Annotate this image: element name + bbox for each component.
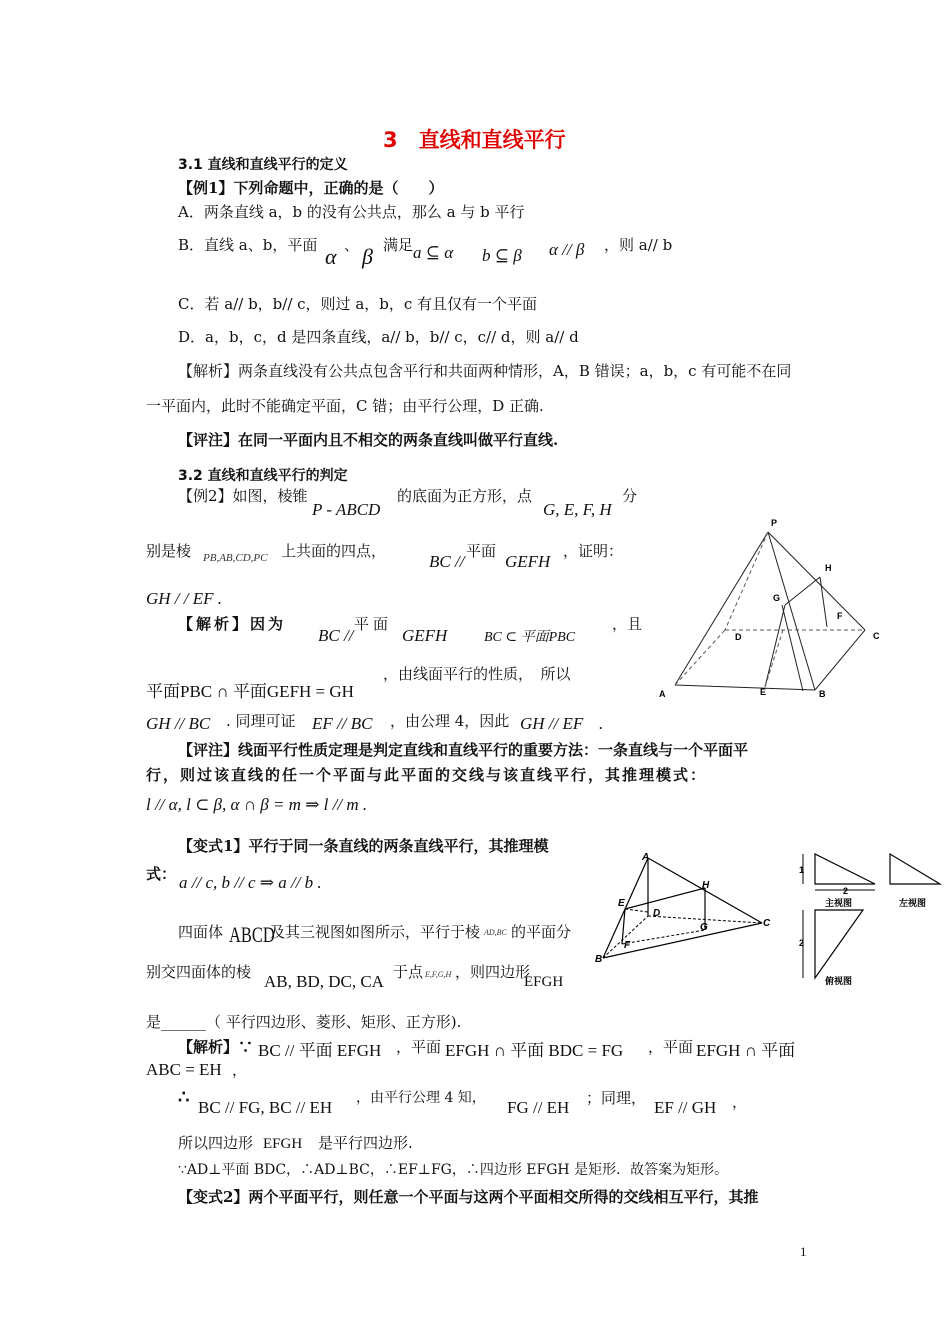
example2-line1c: 分 <box>622 487 638 505</box>
example1-analysis-line2: 一平面内，此时不能确定平面，C 错；由平行公理，D 正确. <box>146 397 544 415</box>
variant1-rectangle-conclusion: ∵AD⊥平面 BDC，∴AD⊥BC，∴EF⊥FG，∴四边形 EFGH 是矩形．故答案为矩形。 <box>178 1162 729 1178</box>
variant1-formula: a // c, b // c ⇒ a // b . <box>179 873 322 892</box>
tetrahedron-name: ABCD <box>229 922 275 947</box>
tetrahedron-figure <box>590 848 780 966</box>
label-G: G <box>773 593 781 603</box>
example2-review-line1: 【评注】线面平行性质定理是判定直线和直线平行的重要方法：一条直线与一个平面平 <box>178 741 749 759</box>
label-H: H <box>825 563 832 573</box>
label-F2: F <box>624 940 631 951</box>
separator: 、 <box>344 236 360 254</box>
label-G2: G <box>700 922 708 933</box>
label-H2: H <box>702 880 710 891</box>
fg-eh: FG // EH <box>507 1098 570 1117</box>
example2-line1a: 【例2】如图，棱锥 <box>178 487 308 505</box>
label-C: C <box>873 631 880 641</box>
ef-parallel-bc: EF // BC <box>312 714 373 733</box>
inference-formula: l // α, l ⊂ β, α ∩ β = m ⇒ l // m . <box>146 795 368 814</box>
bc-in-plane-pbc: BC ⊂ 平面PBC <box>484 630 576 645</box>
edges-ad-bc: AD,BC <box>484 928 507 937</box>
bc-parallel-plane: BC // 平面 EFGH <box>258 1041 382 1060</box>
example2-analysis-line2: ，由线面平行的性质， 所以 <box>383 665 571 683</box>
label-A2: A <box>642 852 650 863</box>
bc-parallel-2: BC // <box>318 626 354 645</box>
label-B: B <box>819 689 826 699</box>
variant2-heading: 【变式2】两个平面平行，则任意一个平面与这两个平面相交所得的交线相互平行，其推 <box>178 1188 759 1206</box>
example1-option-b-prefix: B．直线 a、b，平面 <box>178 236 318 254</box>
variant1-heading-2: 式： <box>146 865 177 883</box>
edges-list: PB,AB,CD,PC <box>203 552 268 564</box>
example1-option-c: C．若 a// b，b// c，则过 a，b，c 有且仅有一个平面 <box>178 295 538 313</box>
example1-option-a: A．两条直线 a，b 的没有公共点，那么 a 与 b 平行 <box>178 203 525 221</box>
pyramid-figure <box>655 515 890 705</box>
beta-symbol: β <box>362 244 373 269</box>
condition-3: α // β <box>549 240 585 259</box>
example1-heading: 【例1】下列命题中，正确的是（ ） <box>178 179 444 197</box>
variant1-p2c: ，则四边形 <box>455 963 531 981</box>
label-D2: D <box>653 908 661 919</box>
example1-review: 【评注】在同一平面内且不相交的两条直线叫做平行直线. <box>178 431 559 449</box>
section-3-1-heading: 3.1 直线和直线平行的定义 <box>178 157 348 173</box>
example1-option-d: D．a，b，c，d 是四条直线，a// b，b// c，c// d，则 a// d <box>178 328 579 346</box>
axiom4-therefore: ，由公理 4，因此 <box>390 712 510 730</box>
variant1-p1c: 的平面分 <box>511 923 572 941</box>
example2-analysis-label: 【解析】因为 <box>178 615 287 633</box>
satisfies-label: 满足 <box>383 236 414 254</box>
variant1-p1b: 及其三视图如图所示，平行于棱 <box>270 923 481 941</box>
label-E: E <box>760 687 767 697</box>
comma-2: ， <box>732 1093 748 1111</box>
example1-analysis-line1: 【解析】两条直线没有公共点包含平行和共面两种情形，A，B 错误；a，b，c 有可能不在同 <box>178 362 792 380</box>
example2-line2c: ，证明： <box>563 542 624 560</box>
page-number: 1 <box>800 1244 807 1259</box>
section-3-2-heading: 3.2 直线和直线平行的判定 <box>178 468 348 484</box>
ef-gh: EF // GH <box>654 1098 717 1117</box>
plane-word: 平面 <box>466 542 497 560</box>
gh-parallel-ef-2: GH // EF <box>520 714 584 733</box>
label-C2: C <box>763 918 771 929</box>
example2-review-line2: 行，则过该直线的任一个平面与此平面的交线与该直线平行，其推理模式： <box>146 766 708 784</box>
variant1-heading: 【变式1】平行于同一条直线的两条直线平行，其推理模 <box>178 837 549 855</box>
alpha-symbol: α <box>325 244 337 269</box>
example2-line1b: 的底面为正方形，点 <box>397 487 533 505</box>
gh-parallel-bc: GH // BC <box>146 714 211 733</box>
condition-2: b ⊆ β <box>482 246 522 265</box>
top-view-depth: 2 <box>799 938 805 948</box>
label-E2: E <box>618 898 625 909</box>
front-view-width: 2 <box>843 886 849 896</box>
label-D: D <box>735 632 742 642</box>
label-P: P <box>771 518 778 528</box>
example2-line2a: 别是棱 <box>146 542 192 560</box>
gh-parallel-ef: GH / / EF . <box>146 589 223 608</box>
front-view-height: 1 <box>799 865 805 875</box>
left-view-label: 左视图 <box>899 898 927 908</box>
similarly-proved: . 同理可证 <box>226 712 296 730</box>
plane-word-3: ，平面 <box>396 1038 442 1056</box>
pyramid-name: P - ABCD <box>312 500 381 519</box>
variant1-conclusion-a: 所以四边形 <box>178 1134 254 1152</box>
variant1-p1a: 四面体 <box>178 923 224 941</box>
and-word: ，且 <box>612 615 643 633</box>
plane-gefh-2: GEFH <box>402 626 448 645</box>
label-A: A <box>659 689 666 699</box>
label-B2: B <box>595 954 603 965</box>
intersection-partial: EFGH ∩ 平面 <box>696 1041 796 1060</box>
bc-parallel: BC // <box>429 552 465 571</box>
bc-fg-eh: BC // FG, BC // EH <box>198 1098 333 1117</box>
edges-list-2: AB, BD, DC, CA <box>264 972 384 991</box>
variant1-p3: 是______（ 平行四边形、菱形、矩形、正方形). <box>146 1013 462 1031</box>
planes-intersection: 平面PBC ∩ 平面GEFH = GH <box>146 682 354 701</box>
similarly-word: ；同理， <box>586 1089 647 1107</box>
plane-gefh: GEFH <box>505 552 551 571</box>
top-view-label: 俯视图 <box>825 976 853 986</box>
variant1-p2b: 于点 <box>393 963 424 981</box>
condition-1: a ⊆ α <box>413 243 454 262</box>
label-F: F <box>837 611 843 621</box>
quad-efgh: EFGH <box>524 974 564 990</box>
therefore-symbol: ∴ <box>178 1087 190 1108</box>
front-view-label: 主视图 <box>825 898 853 908</box>
axiom4-text: ，由平行公理 4 知， <box>356 1090 486 1106</box>
plane-word-2: 平面 <box>354 615 393 633</box>
variant1-conclusion-b: 是平行四边形. <box>318 1134 413 1152</box>
variant1-analysis-label: 【解析】∵ <box>178 1038 254 1056</box>
page-title: 3 直线和直线平行 <box>383 128 566 152</box>
variant1-p2a: 别交四面体的棱 <box>146 963 252 981</box>
abc-eh: ABC = EH <box>146 1060 222 1079</box>
intersection-fg: EFGH ∩ 平面 BDC = FG <box>445 1041 624 1060</box>
comma: ， <box>232 1061 248 1079</box>
plane-word-4: ，平面 <box>648 1038 694 1056</box>
period: . <box>599 714 604 733</box>
example1-option-b-end: ，则 a// b <box>604 236 673 254</box>
three-views-figure <box>795 848 945 988</box>
points-efgh: E,F,G,H <box>425 970 452 979</box>
points-list: G, E, F, H <box>543 500 612 519</box>
quad-efgh-2: EFGH <box>263 1136 303 1152</box>
example2-line2b: 上共面的四点， <box>281 542 387 560</box>
